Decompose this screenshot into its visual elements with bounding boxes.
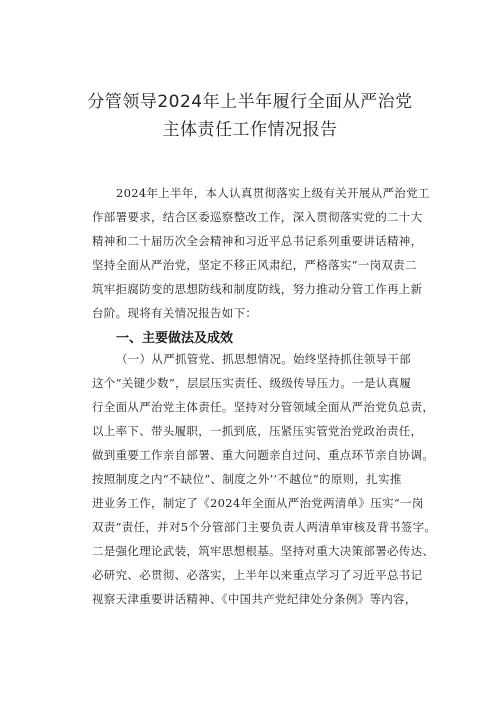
section-line: 必研究、必贯彻、必落实，上半年以来重点学习了习近平总书记: [92, 568, 423, 582]
document-title-line-2: 主体责任工作情况报告: [162, 120, 338, 140]
intro-line: 精神和二十届历次全会精神和习近平总书记系列重要讲话精神，: [92, 234, 423, 248]
intro-line: 2024年上半年，本人认真贯彻落实上级有关开展从严治党工: [116, 186, 430, 200]
section-line: 做到重要工作亲自部署、重大问题亲自过问、重点环节亲自协调。: [92, 448, 435, 462]
section-line: 视察天津重要讲话精神、《中国共产党纪律处分条例》等内容，: [92, 592, 417, 606]
section-line: （一）从严抓管党、抓思想情况。始终坚持抓住领导干部: [116, 352, 411, 366]
section-line: 按照制度之内“不缺位”、制度之外’’不越位”的原则，扎实推: [92, 472, 402, 486]
intro-line: 台阶。现将有关情况报告如下：: [92, 306, 258, 320]
section-line: 二是强化理论武装，筑牢思想根基。坚持对重大决策部署必传达、: [92, 544, 435, 558]
section-line: 以上率下、带头履职，一抓到底，压紧压实管党治党政治责任，: [92, 424, 423, 438]
intro-line: 作部署要求，结合区委巡察整改工作，深入贯彻落实党的二十大: [92, 210, 423, 224]
section-line: 双责”责任，并对5个分管部门主要负责人两清单审核及背书签字。: [92, 520, 437, 534]
document-title-line-1: 分管领导2024年上半年履行全面从严治党: [87, 92, 413, 112]
intro-line: 筑牢拒腐防变的思想防线和制度防线，努力推动分管工作再上新: [92, 282, 423, 296]
section-line: 这个“关键少数”，层层压实责任、级级传导压力。一是认真履: [92, 376, 412, 390]
intro-line: 坚持全面从严治党，坚定不移正风肃纪，严格落实“一岗双责二: [92, 258, 417, 272]
section-line: 进业务工作，制定了《2024年全面从严治党两清单》压实“一岗: [92, 496, 424, 510]
section-line: 行全面从严治党主体责任。坚持对分管领域全面从严治党负总责，: [92, 400, 435, 414]
section-heading: 一、主要做法及成效: [116, 331, 234, 346]
